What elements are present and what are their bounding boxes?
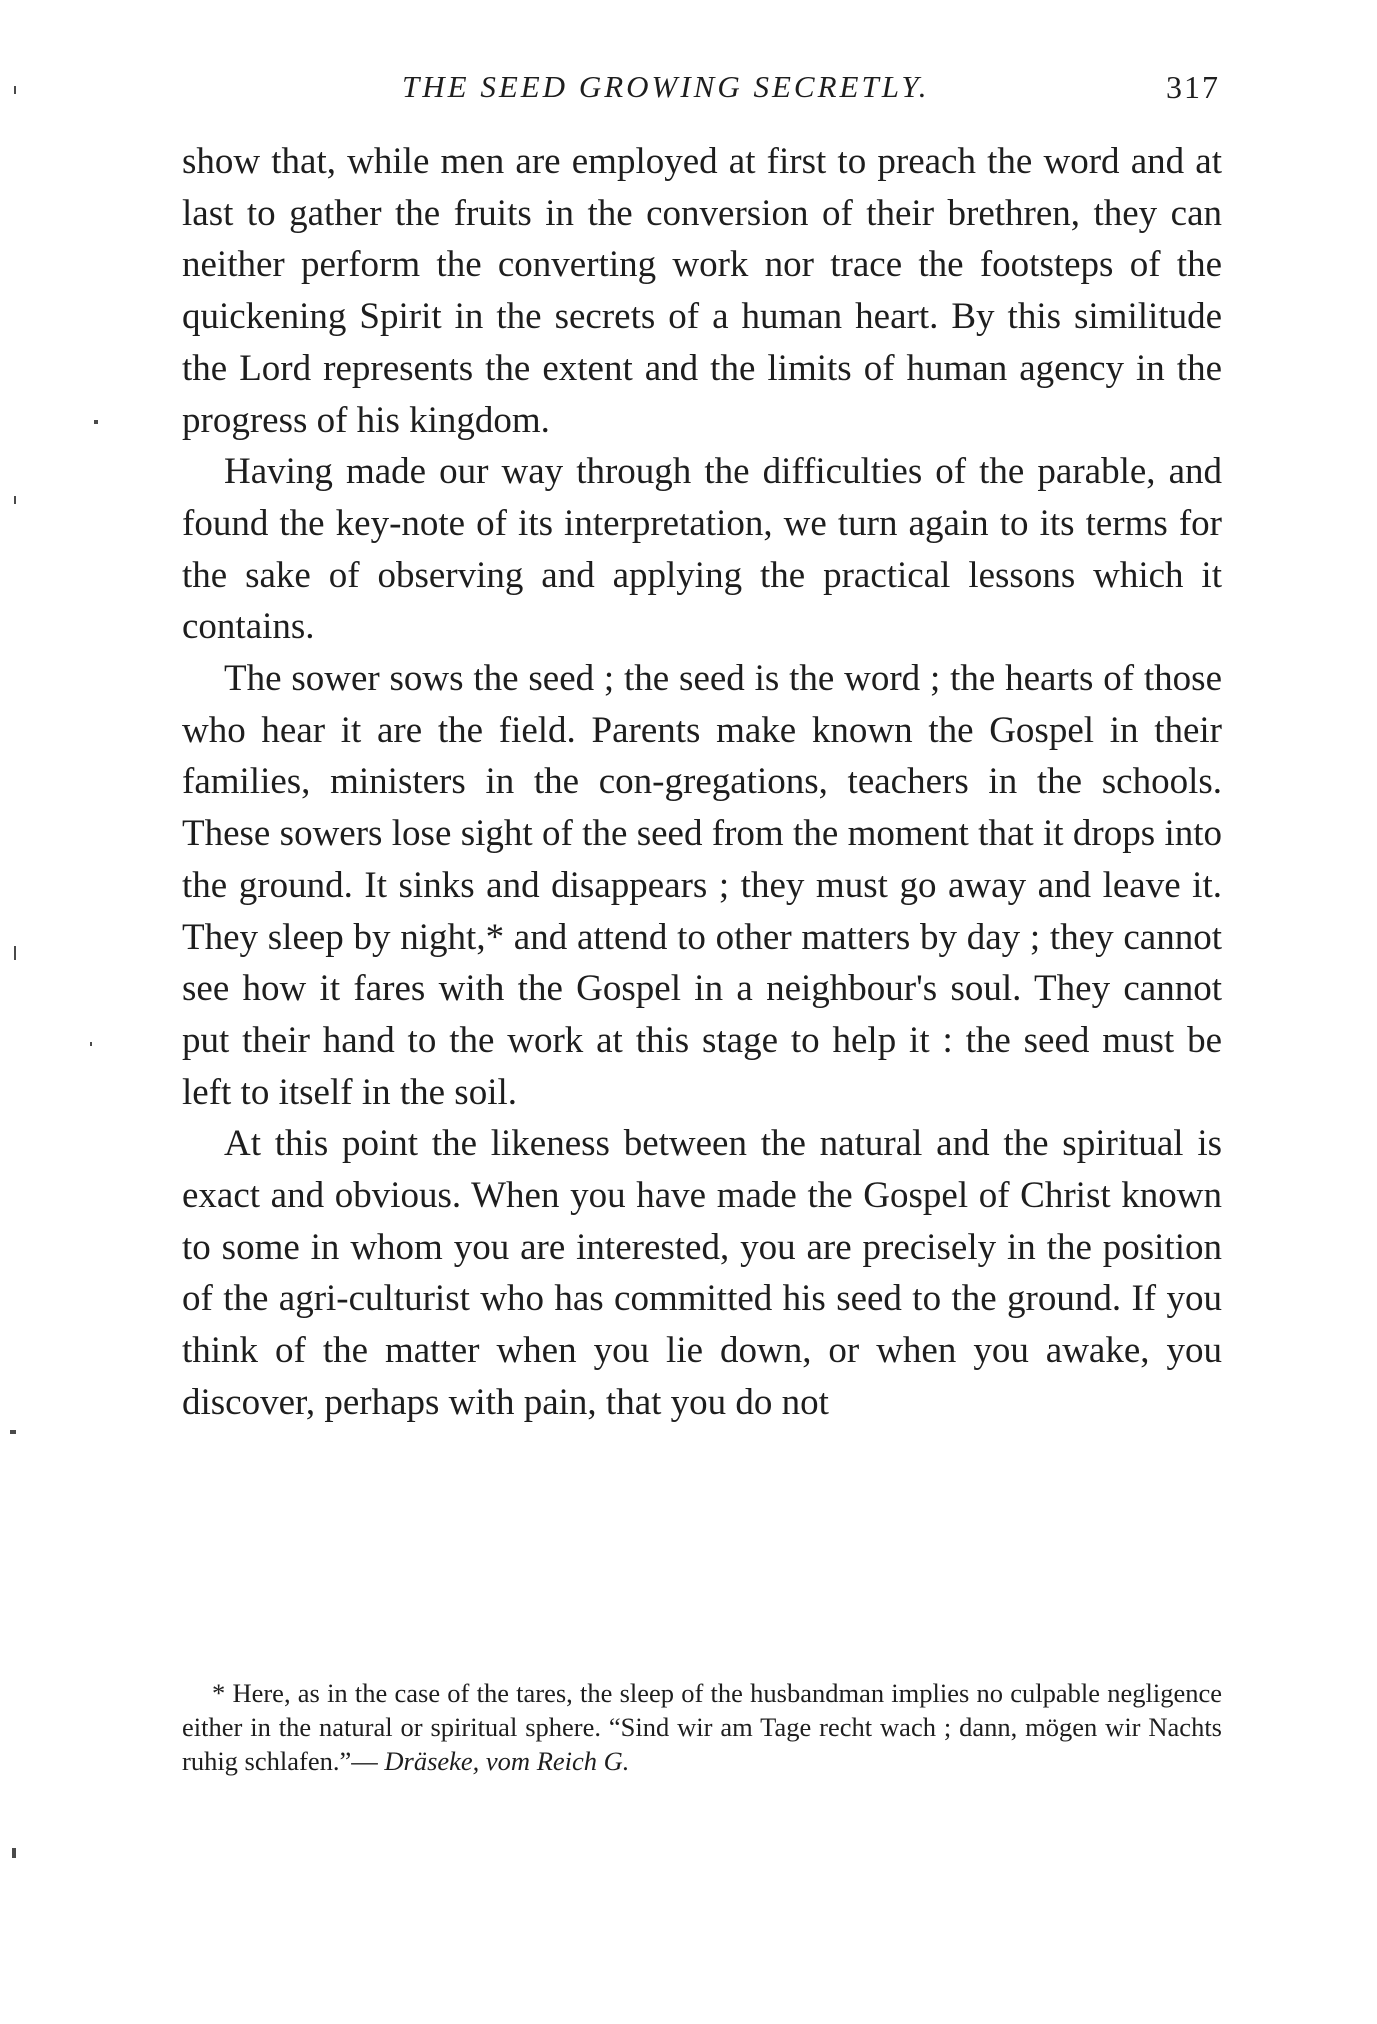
paragraph-likeness: At this point the likeness between the natural and the spiritual is exact and obvious. When you have made the Gospel of Christ known to some in whom you are interested, you are precisely in the position of the agri-culturist who has committed his seed to the ground. If you think of the matter when you lie down, or when you awake, you discover, perhaps with pain, that you do not [182, 1123, 1222, 1423]
scan-speck [14, 86, 16, 94]
running-title: THE SEED GROWING SECRETLY. [402, 69, 930, 104]
paragraph-continuation: show that, while men are employed at first to preach the word and at last to gather the fruits in the conversion of their brethren, they can neither perform the converting work nor trace the footsteps of the quickening Spirit in the secrets of a human heart. By this similitude the Lord represents the extent and the limits of human agency in the progress of his kingdom. [182, 141, 1222, 441]
scan-speck [90, 1042, 92, 1046]
footnote-paragraph [182, 1676, 1222, 1778]
body-text [182, 136, 1222, 1429]
running-head [180, 62, 1220, 112]
footnote [182, 1676, 1222, 1778]
footnote-text: * Here, as in the case of the tares, the sleep of the husbandman implies no culpable negligence either in the natural or spiritual sphere. “Sind wir am Tage recht wach ; dann, mögen wir Nachts ruhig schlafen.”— [182, 1678, 1222, 1776]
scan-speck [14, 496, 16, 504]
footnote-citation: Dräseke, vom Reich G. [384, 1746, 630, 1776]
scan-speck [10, 1430, 16, 1434]
scan-speck [14, 946, 16, 960]
page-number: 317 [1166, 69, 1220, 105]
scan-speck [12, 1848, 16, 1858]
paragraph-sower: The sower sows the seed ; the seed is the word ; the hearts of those who hear it are the field. Parents make known the Gospel in their families, ministers in the con-gregations, teachers in the schools. These sowers lose sight of the seed from the moment that it drops into the ground. It sinks and disappears ; they must go away and leave it. They sleep by night,* and attend to other matters by day ; they cannot see how it fares with the Gospel in a neighbour's soul. They cannot put their hand to the work at this stage to help it : the seed must be left to itself in the soil. [182, 658, 1222, 1113]
paragraph-parable-lessons: Having made our way through the difficulties of the parable, and found the key-note of its interpretation, we turn again to its terms for the sake of observing and applying the practical lessons which it contains. [182, 451, 1222, 648]
scan-speck [94, 420, 98, 424]
